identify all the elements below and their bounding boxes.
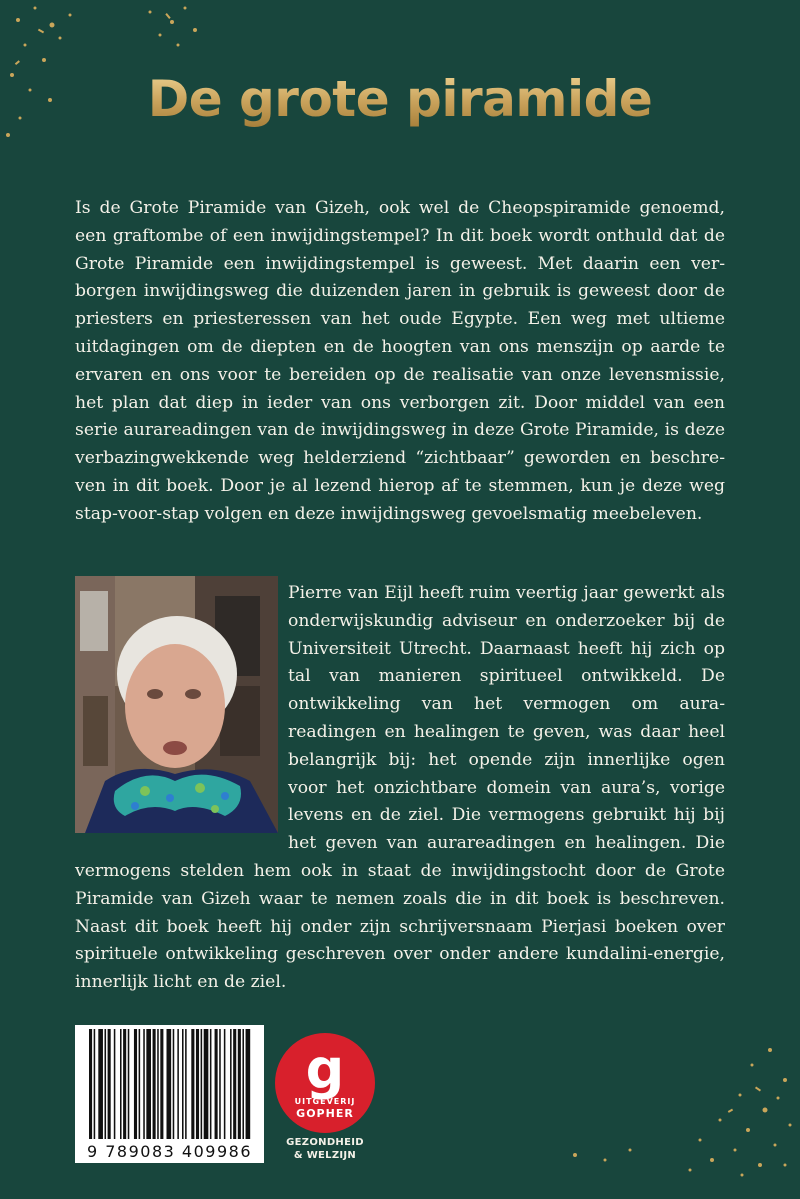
barcode-bar (230, 1029, 232, 1139)
barcode-bar (233, 1029, 236, 1139)
imprint-line-2: & WELZIJN (293, 1150, 357, 1161)
barcode-bar (128, 1029, 130, 1139)
barcode-bar (182, 1029, 184, 1139)
barcode-bar (196, 1029, 199, 1139)
barcode-bar (153, 1029, 156, 1139)
barcode-bar (173, 1029, 175, 1139)
publisher-logo (275, 1033, 375, 1133)
barcode-bar (238, 1029, 241, 1139)
publisher-label-top: UITGEVERIJ (294, 1097, 356, 1106)
author-bio (75, 580, 725, 997)
barcode-bar (105, 1029, 107, 1139)
barcode-bar (114, 1029, 116, 1139)
barcode-bar (120, 1029, 122, 1139)
barcode-bar (204, 1029, 209, 1139)
imprint-line-1: GEZONDHEID (286, 1137, 364, 1148)
barcode-bar (157, 1029, 159, 1139)
barcode-bar (134, 1029, 137, 1139)
barcode-bar (242, 1029, 244, 1139)
barcode-bar (146, 1029, 151, 1139)
barcode-bar (177, 1029, 179, 1139)
publisher-label-name: GOPHER (296, 1107, 354, 1120)
barcode-bar (139, 1029, 141, 1139)
barcode-bar (201, 1029, 203, 1139)
barcode-bar (94, 1029, 96, 1139)
barcode-bar (191, 1029, 194, 1139)
barcode-bars (75, 1025, 264, 1143)
barcode-bar (89, 1029, 92, 1139)
barcode-bar (98, 1029, 103, 1139)
barcode-bar (123, 1029, 126, 1139)
barcode-bar (210, 1029, 212, 1139)
publisher-imprint (275, 1136, 375, 1162)
barcode-bar (108, 1029, 111, 1139)
barcode-bar (143, 1029, 145, 1139)
barcode-bar (224, 1029, 226, 1139)
publisher-logo-letter: g (305, 1038, 345, 1101)
barcode-bar (246, 1029, 251, 1139)
isbn-number: 9 789083 409986 (86, 1142, 252, 1161)
barcode-bar (160, 1029, 163, 1139)
book-title: De grote piramide (0, 70, 800, 128)
barcode-bar (219, 1029, 221, 1139)
barcode-bar (185, 1029, 187, 1139)
author-bio-text: Pierre van Eijl heeft ruim veertig jaar gewerkt als onderwijskundig adviseur en onderzoeker bij de Universiteit Utrecht. Daarnaast heeft hij zich op tal van manieren spiritueel ontwikkeld. De ontwikkeling van het vermogen om aurareadingen en healingen te geven, was daar heel belangrijk bij: het opende zijn innerlijke ogen voor het onzichtbare domein van aura’s, vorige levens en de ziel. Die vermogens gebruikt hij bij het geven van aurareadingen en healingen. Die vermogens stelden hem ook in staat de inwijdingstocht door de Grote Piramide van Gizeh waar te nemen zoals die in dit boek is beschreven. Naast dit boek heeft hij onder zijn schrijversnaam Pierjasi boeken over spirituele ontwikkeling geschreven over onder andere kundalini-energie, innerlijk licht en de ziel. (75, 583, 725, 993)
barcode-bar (167, 1029, 172, 1139)
isbn-barcode (75, 1025, 264, 1163)
book-blurb: Is de Grote Piramide van Gizeh, ook wel de Cheopspiramide genoemd, een graftombe of een inwijdingstempel? In dit boek wordt onthuld dat de Grote Piramide een inwijdingstempel is geweest. Met daarin een verborgen inwijdingsweg die duizenden jaren in gebruik is geweest door de priesters en priesteressen van het oude Egypte. Een weg met ultieme uitdagingen om de diepten en de hoogten van ons menszijn op aarde te ervaren en ons voor te bereiden op de realisatie van onze levensmissie, het plan dat diep in ieder van ons verborgen zit. Door middel van een serie aurareadingen van de inwijdingsweg in deze Grote Piramide, is deze verbazingwekkende weg helderziend “zichtbaar” geworden en beschreven in dit boek. Door je al lezend hierop af te stemmen, kun je deze weg stap-voor-stap volgen en deze inwijdingsweg gevoelsmatig meebeleven. (75, 198, 725, 524)
barcode-bar (215, 1029, 218, 1139)
